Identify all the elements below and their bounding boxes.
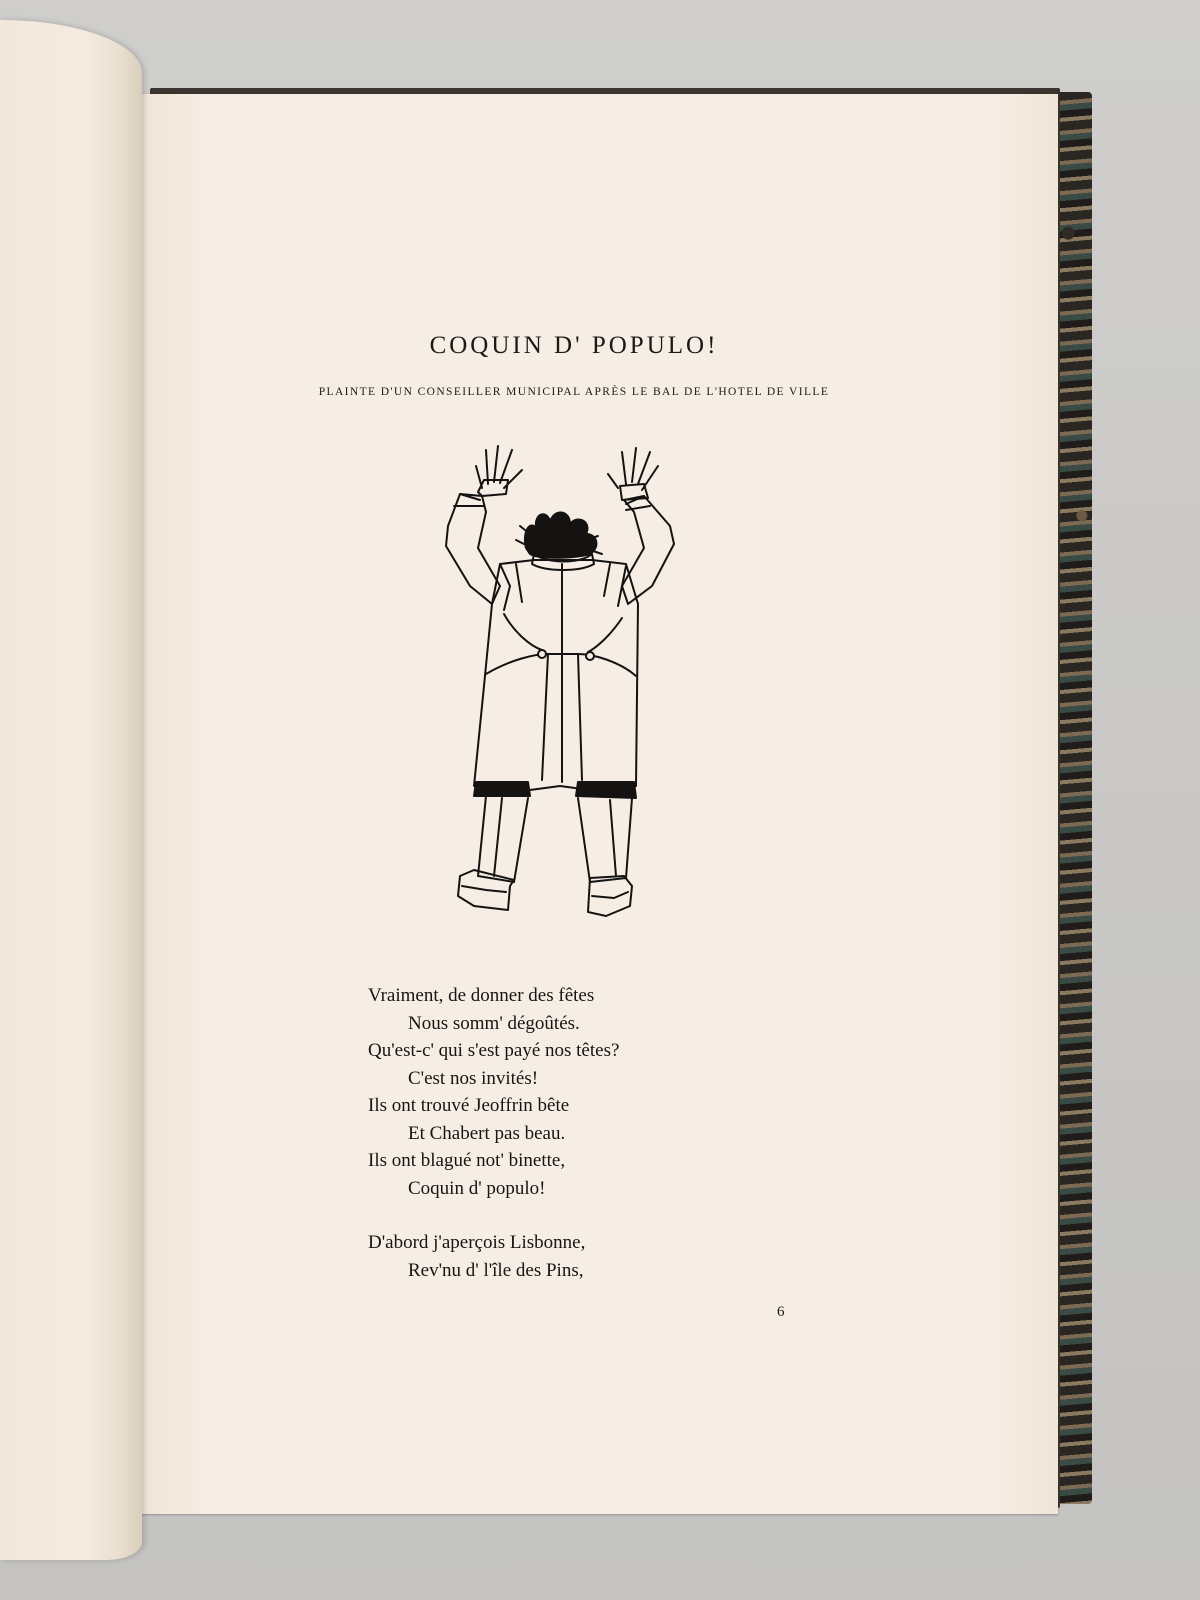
poem-line: Ils ont blagué not' binette,: [368, 1150, 566, 1171]
poem-text: [368, 982, 619, 1284]
poem-line: Vraiment, de donner des fêtes: [368, 985, 595, 1006]
poem-subtitle: PLAINTE D'UN CONSEILLER MUNICIPAL APRÈS LE BAL DE L'HOTEL DE VILLE: [318, 386, 830, 398]
poem-line: Qu'est-c' qui s'est payé nos têtes?: [368, 1040, 620, 1061]
poem-line: Coquin d' populo!: [408, 1177, 546, 1199]
stanza-gap: [368, 1202, 619, 1229]
facing-page-curl: [0, 20, 142, 1560]
poem-line: D'abord j'aperçois Lisbonne,: [368, 1232, 586, 1253]
poem-line: Et Chabert pas beau.: [408, 1122, 566, 1144]
poem-line: Ils ont trouvé Jeoffrin bête: [368, 1095, 570, 1116]
poem-line: Nous somm' dégoûtés.: [408, 1012, 580, 1034]
poem-title: COQUIN D' POPULO!: [429, 332, 719, 359]
poem-line: C'est nos invités!: [408, 1067, 539, 1089]
poem-line: Rev'nu d' l'île des Pins,: [408, 1259, 584, 1281]
page-number: 6: [777, 1304, 785, 1320]
man-arms-raised-illustration: [430, 436, 700, 936]
book-cover-board: [1058, 92, 1092, 1504]
